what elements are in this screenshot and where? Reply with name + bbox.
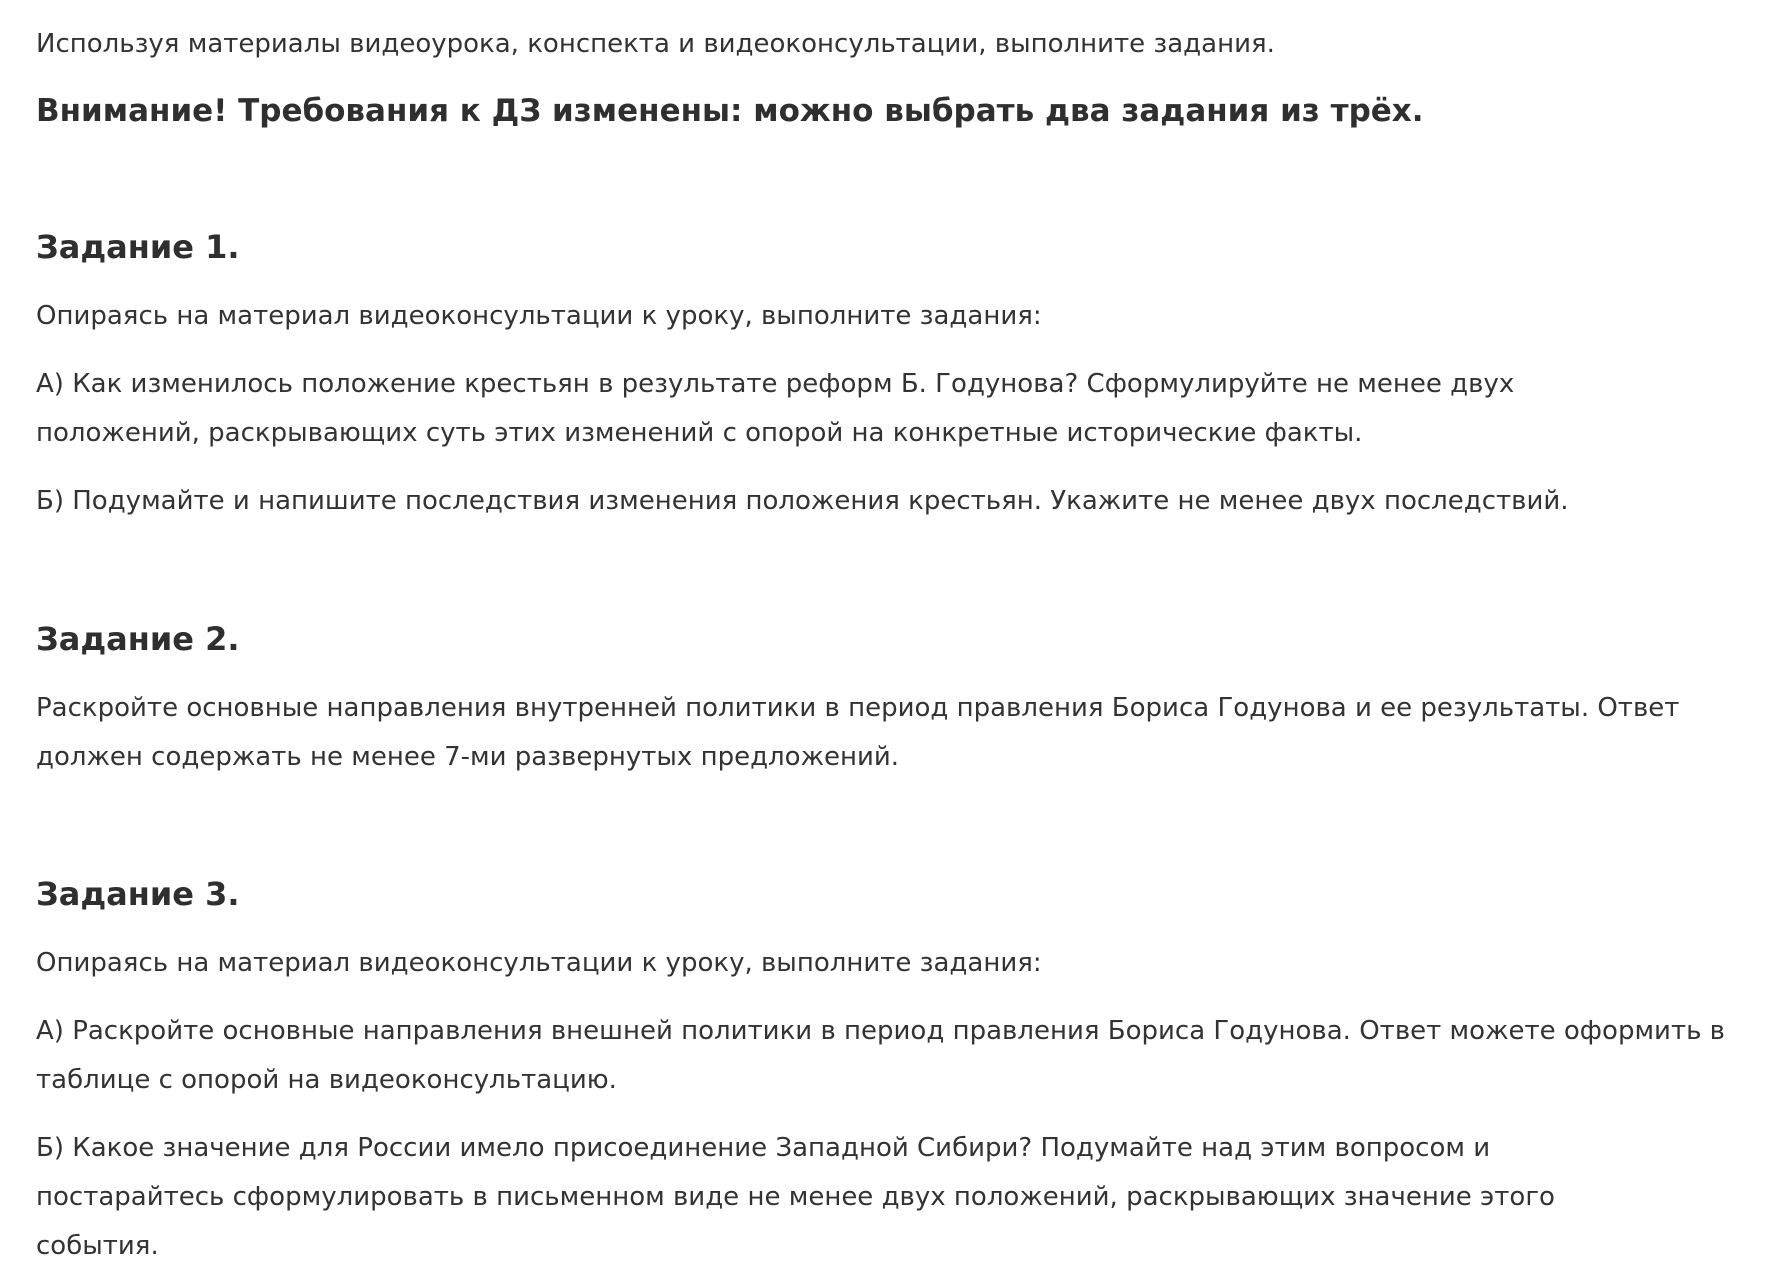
task-3-part-b: Б) Какое значение для России имело присоединение Западной Сибири? Подумайте над этим вопросом и постарайтесь сформулировать в письменном виде не менее двух положений, раскрывающих значение этого события. xyxy=(36,1133,1555,1261)
task-3 xyxy=(36,870,1756,1271)
task-2-text: Раскройте основные направления внутренней политики в период правления Бориса Годунова и ее результаты. Ответ должен содержать не менее 7-ми развернутых предложений. xyxy=(36,693,1680,772)
task-3-title: Задание 3. xyxy=(36,875,240,913)
notice-text: Внимание! Требования к ДЗ изменены: можно выбрать два задания из трёх. xyxy=(36,93,1424,129)
task-1 xyxy=(36,223,1756,526)
task-1-title: Задание 1. xyxy=(36,228,240,266)
task-3-part-a: А) Раскройте основные направления внешней политики в период правления Бориса Годунова. Ответ можете оформить в таблице с опорой на видеоконсультацию. xyxy=(36,1016,1726,1095)
task-1-intro: Опираясь на материал видеоконсультации к уроку, выполните задания: xyxy=(36,301,1042,331)
task-2 xyxy=(36,615,1756,782)
task-3-intro: Опираясь на материал видеоконсультации к уроку, выполните задания: xyxy=(36,948,1042,978)
task-2-title: Задание 2. xyxy=(36,620,240,658)
intro-text: Используя материалы видеоурока, конспекта и видеоконсультации, выполните задания. xyxy=(36,29,1275,59)
task-1-part-b: Б) Подумайте и напишите последствия изменения положения крестьян. Укажите не менее двух последствий. xyxy=(36,486,1569,516)
task-1-part-a: А) Как изменилось положение крестьян в результате реформ Б. Годунова? Сформулируйте не менее двух положений, раскрывающих суть этих изменений с опорой на конкретные исторические факты. xyxy=(36,369,1515,448)
